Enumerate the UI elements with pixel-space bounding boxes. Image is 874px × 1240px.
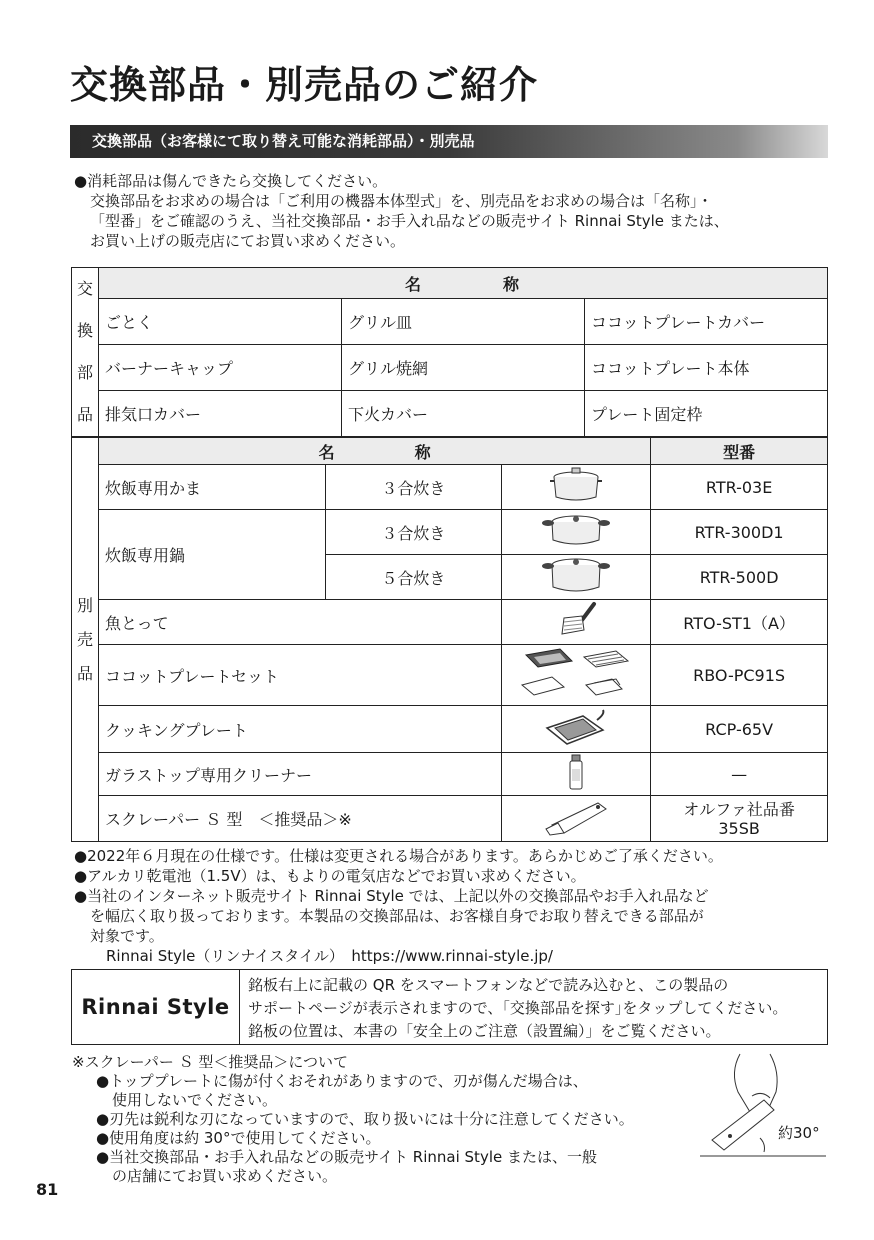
intro-line: 「型番」をご確認のうえ、当社交換部品・お手入れ品などの販売サイト Rinnai Style または、 (90, 212, 729, 230)
table-row (72, 645, 828, 706)
exchange-vertical-label: 交 換 部 品 (72, 268, 99, 437)
scraper-note: ●当社交換部品・お手入れ品などの販売サイト Rinnai Style または、一般 (96, 1148, 597, 1166)
table-cell: ココットプレートカバー (585, 299, 828, 345)
item-name: クッキングプレート (98, 706, 501, 753)
item-size: ３合炊き (325, 510, 502, 555)
item-model: RTR-300D1 (651, 510, 828, 555)
table-cell: プレート固定枠 (585, 391, 828, 437)
item-name: ココットプレートセット (98, 645, 501, 706)
table-row (72, 465, 828, 510)
rinnai-style-logo: Rinnai Style (72, 970, 240, 1044)
table-cell: 排気口カバー (99, 391, 342, 437)
item-name: 炊飯専用かま (98, 465, 325, 510)
accessory-name-header: 名 称 (98, 438, 650, 465)
note-line: 対象です。 (90, 927, 164, 945)
table-cell: 下火カバー (342, 391, 585, 437)
accessories-table (71, 437, 828, 842)
table-cell: バーナーキャップ (99, 345, 342, 391)
accessory-vertical-label: 別 売 品 (72, 438, 99, 842)
item-name: スクレーパー Ｓ 型 ＜推奨品＞※ (98, 796, 501, 842)
scraper-angle-figure (700, 1052, 830, 1166)
page-number: 81 (36, 1180, 59, 1199)
intro-line: ●消耗部品は傷んできたら交換してください。 (74, 172, 388, 190)
accessory-model-header: 型番 (651, 438, 828, 465)
table-row (72, 299, 828, 345)
table-row (72, 753, 828, 796)
section-header: 交換部品（お客様にて取り替え可能な消耗部品）・別売品 (70, 125, 828, 158)
intro-line: 交換部品をお求めの場合は「ご利用の機器本体型式」を、別売品をお求めの場合は「名称」・ (90, 192, 713, 210)
hand-scraper-icon (700, 1052, 830, 1162)
table-cell: ごとく (99, 299, 342, 345)
note-line: ●2022年６月現在の仕様です。仕様は変更される場合があります。あらかじめご了承ください。 (74, 847, 723, 865)
item-model: オルファ社品番 35SB (651, 796, 828, 842)
rinnai-box-line: 銘板の位置は、本書の「安全上のご注意（設置編）」をご覧ください。 (248, 1022, 721, 1040)
page-title: 交換部品・別売品のご紹介 (70, 63, 539, 107)
rice-pan-large-icon (540, 555, 612, 595)
table-cell: グリル皿 (342, 299, 585, 345)
angle-label: 約30° (778, 1124, 820, 1142)
scraper-notes-title: ※スクレーパー Ｓ 型＜推奨品＞について (72, 1053, 349, 1071)
item-model: RTR-03E (651, 465, 828, 510)
note-line: ●アルカリ乾電池（1.5V）は、もよりの電気店などでお買い求めください。 (74, 867, 586, 885)
cocotte-plate-set-icon (516, 645, 636, 701)
scraper-icon (540, 797, 612, 837)
table-cell: グリル焼網 (342, 345, 585, 391)
item-size: ３合炊き (325, 465, 502, 510)
item-size: ５合炊き (325, 555, 502, 600)
scraper-note: の店舗にてお買い求めください。 (112, 1167, 338, 1185)
table-row (72, 510, 828, 555)
item-model: RTR-500D (651, 555, 828, 600)
table-row (72, 706, 828, 753)
table-row (72, 391, 828, 437)
rice-pan-small-icon (540, 510, 612, 550)
exchange-parts-table (71, 267, 828, 437)
scraper-note: 使用しないでください。 (112, 1091, 278, 1109)
item-model: — (651, 753, 828, 796)
table-row (72, 600, 828, 645)
intro-line: お買い上げの販売店にてお買い求めください。 (90, 232, 406, 250)
notes (74, 846, 834, 966)
table-row (72, 796, 828, 842)
item-model: RBO-PC91S (651, 645, 828, 706)
exchange-header: 名 称 (99, 268, 828, 299)
rinnai-style-url: Rinnai Style（リンナイスタイル） https://www.rinnai-style.jp/ (106, 947, 553, 965)
cleaner-bottle-icon (561, 753, 591, 791)
rinnai-style-box (71, 969, 828, 1045)
rinnai-box-line: サポートページが表示されますので、｢交換部品を探す｣をタップしてください。 (248, 999, 788, 1017)
rice-pot-icon (546, 465, 606, 505)
note-line: ●当社のインターネット販売サイト Rinnai Style では、上記以外の交換部品やお手入れ品など (74, 887, 709, 905)
item-name: ガラストップ専用クリーナー (98, 753, 501, 796)
table-cell: ココットプレート本体 (585, 345, 828, 391)
item-model: RTO-ST1（A） (651, 600, 828, 645)
note-line: を幅広く取り扱っております。本製品の交換部品は、お客様自身でお取り替えできる部品が (90, 907, 704, 925)
table-row (72, 345, 828, 391)
item-name: 魚とって (98, 600, 501, 645)
item-name: 炊飯専用鍋 (98, 510, 325, 600)
scraper-note: ●刃先は鋭利な刃になっていますので、取り扱いには十分に注意してください。 (96, 1110, 634, 1128)
item-model: RCP-65V (651, 706, 828, 753)
fish-turner-icon (546, 600, 606, 640)
scraper-note: ●トッププレートに傷が付くおそれがありますので、刃が傷んだ場合は、 (96, 1072, 588, 1090)
scraper-notes (72, 1053, 712, 1186)
rinnai-box-line: 銘板右上に記載の QR をスマートフォンなどで読み込むと、この製品の (248, 976, 729, 994)
intro-text (74, 171, 834, 251)
scraper-note: ●使用角度は約 30°で使用してください。 (96, 1129, 381, 1147)
cooking-plate-icon (541, 706, 611, 748)
